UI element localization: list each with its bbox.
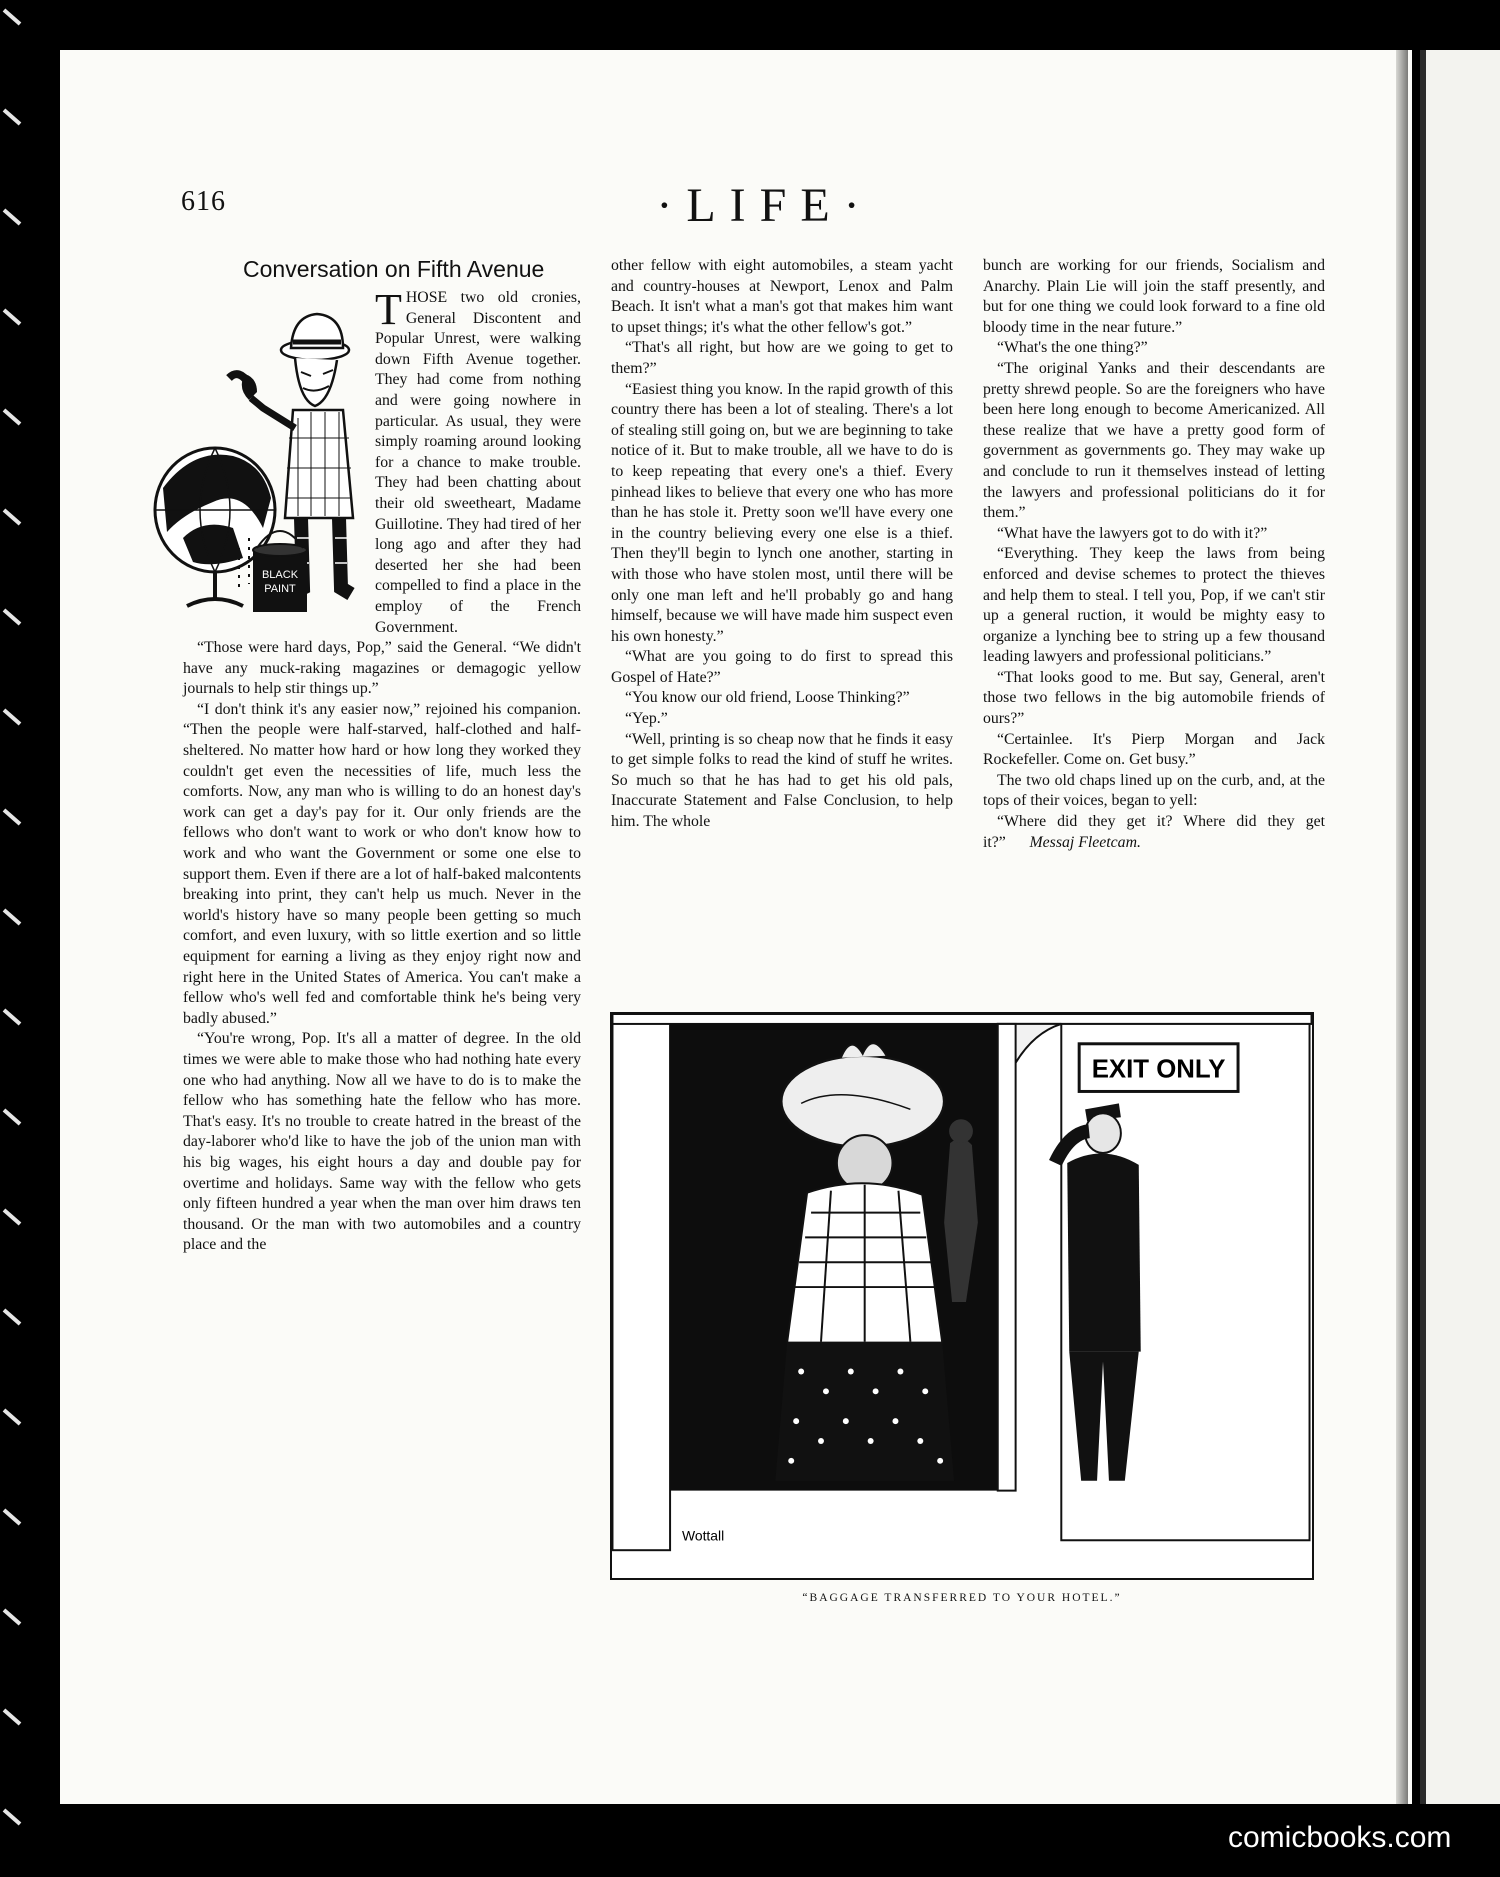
- article-closing-paragraph: [983, 812, 1325, 853]
- article-paragraph: “That looks good to me. But say, General, aren't those two fellows in the big automobile friends of ours?”: [983, 668, 1325, 728]
- article-paragraph: “What have the lawyers got to do with it?”: [997, 524, 1268, 542]
- article-paragraph: “Easiest thing you know. In the rapid growth of this country there has been a lot of stealing. There's a lot of stealing still going on, but we are beginning to take notice of it. But to make trouble, all we have to do is to keep repeating that every one's a thief. Every pinhead likes to believe that every one who has more than he has stole it. Pretty soon we'll have every one in the country believing every one else is a thief. Then they'll begin to lynch one another, starting in with those who have stolen most, until there will be only one man left and he'll probably go and hang himself, because we will have made him suspect even his own honesty.”: [611, 380, 953, 645]
- article-paragraph: “You're wrong, Pop. It's all a matter of degree. In the old times we were able to make those who had nothing hate every one who had anything. Now all we have to do is to make the fellow who has something hate the fellow who has more. That's easy. It's no trouble to create hatred in the breast of the day-laborer who'd like to have the job of the union man with his big wages, his eight hours a day and double pay for overtime and holidays. Same way with the fellow who gets only fifteen hundred a year when the man over him draws ten thousand. Or the man with two automobiles and a country place and the: [183, 1030, 581, 1254]
- article-first-paragraph-text: HOSE two old cronies, General Discontent and Popular Unrest, were walking down Fifth Avenue together. They had come from nothing and were going nowhere in particular. As usual, they were simply roaming around looking for a chance to make trouble. They had been chatting about their old sweetheart, Madame Guillotine. They had tired of her long ago and after they had deserted her she had been compelled to find a place in the employ of the French Government.: [375, 289, 581, 636]
- paint-can-label-line1: BLACK: [261, 569, 299, 581]
- article-paragraph: “That's all right, but how are we going to get to them?”: [611, 339, 953, 377]
- masthead-life: ·LIFE·: [656, 179, 874, 232]
- article-paragraph: “Certainlee. It's Pierp Morgan and Jack Rockefeller. Come on. Get busy.”: [983, 730, 1325, 769]
- article-closing-text: “Where did they get it? Where did they get it?”: [983, 813, 1325, 851]
- article-paragraph: “You know our old friend, Loose Thinking?”: [625, 689, 910, 707]
- article-paragraph: “I don't think it's any easier now,” rejoined his companion. “Then the people were half-starved, half-clothed and half-sheltered. No matter how hard or how long they worked they couldn't get even the necessities of life, much less the comforts. Now, any man who is willing to do an honest day's work can get a day's pay for it. Our only friends are the fellows who don't want to work or who don't know how to work and who want the Government or some one else to support them. Even if there are a lot of half-baked malcontents breaking into print, they can't help us much. Never in the world's history have so many people been getting so much comfort, and even luxury, with so little exertion and so little equipment for earning a living as they enjoy right now and right here in the United States of America. You can't make a fellow who's well fed and comfortable think he's being very badly abused.”: [183, 700, 581, 1027]
- film-edge-stripes: [0, 0, 60, 1877]
- article-column-2: [611, 256, 953, 833]
- article-paragraph: The two old chaps lined up on the curb, and, at the tops of their voices, began to yell:: [983, 771, 1325, 810]
- article-paragraph: “Yep.”: [625, 710, 668, 728]
- author-signature: Messaj Fleetcam.: [1029, 833, 1141, 851]
- article-paragraph: “The original Yanks and their descendants are pretty shrewd people. So are the foreigners who have been here long enough to become Americanized. All these realize that we have a pretty good form of government as governments go. They may wake up and conclude to run it themselves instead of letting the lawyers and professional politicians do it for them.”: [983, 359, 1325, 522]
- drop-cap: T: [375, 285, 402, 334]
- article-paragraph: “Everything. They keep the laws from being enforced and devise schemes to protect the thieves and help them to steal. I tell you, Pop, if we can't stir up a general ruction, it would be mighty easy to organize a lynching bee to string up a few thousand leading lawyers and professional politicians.”: [983, 545, 1325, 666]
- article-column-1: [183, 256, 581, 1256]
- article-paragraph: “Well, printing is so cheap now that he finds it easy to get simple folks to read the kind of stuff he writes. So much so that he has had to get his old pals, Inaccurate Statement and False Conclusion, to help him. The whole: [611, 730, 953, 831]
- artist-signature: Wottall: [681, 1527, 725, 1544]
- article-headline: Conversation on Fifth Avenue: [243, 256, 545, 282]
- watermark: comicbooks.com: [1228, 1821, 1452, 1854]
- paint-can-label-line2: PAINT: [264, 583, 296, 595]
- page-number: 616: [181, 186, 226, 217]
- article-paragraph: other fellow with eight automobiles, a steam yacht and country-houses at Newport, Lenox and Palm Beach. It isn't what a man's got that makes him want to upset things; it's what the other fellow's got.”: [611, 257, 953, 336]
- exit-only-sign: EXIT ONLY: [1091, 1055, 1226, 1084]
- article-column-3: [983, 256, 1325, 853]
- cartoon-painting-globe-illustration: [153, 288, 371, 628]
- article-paragraph: “Those were hard days, Pop,” said the General. “We didn't have any muck-raking magazines or demagogic yellow journals to help stir things up.”: [183, 639, 581, 698]
- article-paragraph: bunch are working for our friends, Socialism and Anarchy. Plain Lie will join the staff presently, and but for one thing we could look forward to a fine old bloody time in the near future.”: [983, 257, 1325, 336]
- article-paragraph: “What are you going to do first to spread this Gospel of Hate?”: [611, 648, 953, 686]
- adjacent-page-edge: [1420, 50, 1500, 1804]
- cartoon-baggage-illustration: [610, 1012, 1314, 1580]
- page-gutter-shadow: [1396, 50, 1408, 1804]
- illustration-caption: “BAGGAGE TRANSFERRED TO YOUR HOTEL.”: [802, 1592, 1122, 1604]
- article-paragraph: “What's the one thing?”: [997, 339, 1148, 357]
